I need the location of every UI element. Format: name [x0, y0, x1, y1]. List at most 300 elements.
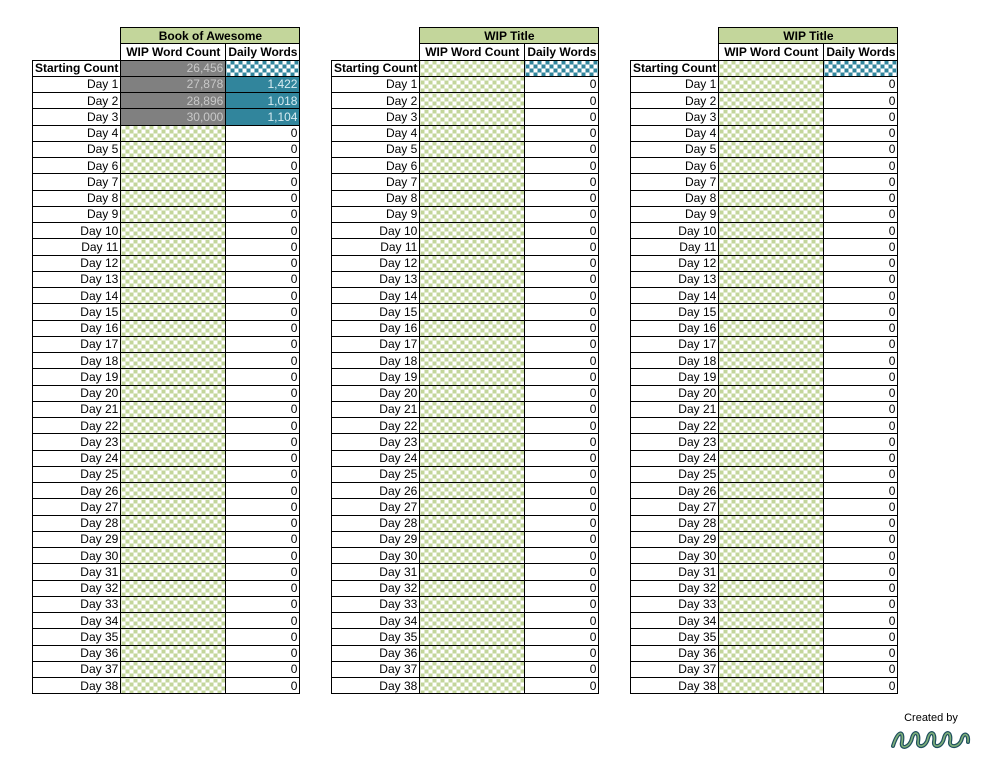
wip-word-count-cell[interactable] [420, 661, 525, 677]
wip-word-count-cell[interactable] [719, 678, 824, 694]
word-tracker-table [630, 27, 898, 694]
daily-words-cell: 0 [525, 564, 599, 580]
wip-word-count-cell[interactable] [719, 125, 824, 141]
wip-word-count-cell[interactable] [420, 190, 525, 206]
daily-words-cell: 0 [824, 320, 898, 336]
day-row [33, 223, 300, 239]
day-label: Day 33 [33, 596, 121, 612]
day-row [33, 141, 300, 157]
wip-word-count-cell[interactable] [121, 613, 226, 629]
day-label: Day 19 [33, 369, 121, 385]
wip-word-count-cell[interactable] [420, 304, 525, 320]
day-label: Day 16 [33, 320, 121, 336]
wip-word-count-cell[interactable]: 27,878 [121, 76, 226, 92]
wip-word-count-cell[interactable]: 30,000 [121, 109, 226, 125]
wip-word-count-cell[interactable] [719, 629, 824, 645]
wip-word-count-cell[interactable]: 28,896 [121, 93, 226, 109]
day-label: Day 31 [332, 564, 420, 580]
day-label: Day 37 [332, 661, 420, 677]
day-label: Day 10 [33, 223, 121, 239]
daily-words-cell: 0 [824, 288, 898, 304]
wip-word-count-cell[interactable] [719, 434, 824, 450]
day-label: Day 15 [631, 304, 719, 320]
day-row [33, 174, 300, 190]
day-row [33, 645, 300, 661]
daily-words-cell: 0 [525, 613, 599, 629]
wip-word-count-cell[interactable] [121, 466, 226, 482]
word-tracker-table [32, 27, 300, 694]
wip-word-count-cell[interactable] [420, 125, 525, 141]
day-label: Day 13 [631, 271, 719, 287]
wip-word-count-cell[interactable] [719, 369, 824, 385]
wip-word-count-cell[interactable] [121, 450, 226, 466]
header-row [332, 44, 599, 60]
wip-word-count-cell[interactable] [420, 271, 525, 287]
day-row [631, 499, 898, 515]
wip-word-count-cell[interactable] [121, 629, 226, 645]
wip-word-count-cell[interactable] [719, 661, 824, 677]
daily-words-cell: 0 [226, 223, 300, 239]
day-row [33, 564, 300, 580]
daily-words-cell: 0 [525, 645, 599, 661]
day-row [33, 304, 300, 320]
wip-word-count-cell[interactable] [719, 109, 824, 125]
daily-words-cell: 0 [226, 304, 300, 320]
day-label: Day 6 [631, 158, 719, 174]
day-label: Day 3 [631, 109, 719, 125]
daily-words-cell: 0 [525, 206, 599, 222]
wip-word-count-cell[interactable] [719, 141, 824, 157]
daily-words-cell: 0 [226, 239, 300, 255]
wip-word-count-cell[interactable] [121, 645, 226, 661]
daily-words-cell: 0 [824, 645, 898, 661]
daily-words-cell: 0 [824, 499, 898, 515]
wip-word-count-cell[interactable] [719, 548, 824, 564]
wip-word-count-cell[interactable] [420, 678, 525, 694]
daily-words-header: Daily Words [824, 44, 898, 60]
wip-word-count-cell[interactable] [420, 629, 525, 645]
day-row [332, 385, 599, 401]
wip-word-count-cell[interactable] [719, 483, 824, 499]
wip-word-count-cell[interactable] [719, 613, 824, 629]
day-row [332, 271, 599, 287]
wip-word-count-cell[interactable] [121, 564, 226, 580]
wip-word-count-cell[interactable] [719, 401, 824, 417]
day-label: Day 12 [631, 255, 719, 271]
starting-count-value[interactable] [420, 60, 525, 76]
wip-word-count-cell[interactable] [121, 499, 226, 515]
daily-words-cell: 0 [824, 190, 898, 206]
wip-word-count-cell[interactable] [121, 158, 226, 174]
day-row [33, 450, 300, 466]
day-row [631, 613, 898, 629]
day-label: Day 35 [33, 629, 121, 645]
day-row [631, 385, 898, 401]
daily-words-cell: 0 [824, 255, 898, 271]
day-row [332, 369, 599, 385]
wip-word-count-cell[interactable] [420, 401, 525, 417]
daily-words-cell: 0 [226, 613, 300, 629]
day-row [33, 401, 300, 417]
blank-cell [332, 44, 420, 60]
wip-word-count-cell[interactable] [121, 401, 226, 417]
wip-word-count-header: WIP Word Count [121, 44, 226, 60]
daily-words-cell: 0 [525, 93, 599, 109]
day-label: Day 34 [631, 613, 719, 629]
daily-words-header: Daily Words [226, 44, 300, 60]
day-row [631, 678, 898, 694]
wip-word-count-cell[interactable] [420, 613, 525, 629]
tracker-title: WIP Title [420, 28, 599, 44]
daily-words-cell: 0 [226, 580, 300, 596]
wip-word-count-cell[interactable] [121, 678, 226, 694]
starting-count-value[interactable] [719, 60, 824, 76]
wip-word-count-cell[interactable] [719, 174, 824, 190]
wip-word-count-cell[interactable] [719, 93, 824, 109]
starting-count-label: Starting Count [33, 60, 121, 76]
day-label: Day 18 [631, 353, 719, 369]
day-label: Day 15 [332, 304, 420, 320]
day-label: Day 7 [332, 174, 420, 190]
daily-words-cell: 0 [525, 76, 599, 92]
wip-word-count-cell[interactable] [121, 125, 226, 141]
day-row [631, 174, 898, 190]
wip-word-count-cell[interactable] [121, 580, 226, 596]
wip-word-count-cell[interactable] [121, 239, 226, 255]
wip-word-count-cell[interactable] [121, 385, 226, 401]
day-label: Day 34 [33, 613, 121, 629]
day-row [33, 288, 300, 304]
daily-words-cell: 0 [824, 548, 898, 564]
day-label: Day 9 [33, 206, 121, 222]
day-label: Day 27 [33, 499, 121, 515]
wip-word-count-cell[interactable] [420, 580, 525, 596]
day-row [33, 385, 300, 401]
header-row [33, 44, 300, 60]
daily-words-cell: 0 [824, 109, 898, 125]
wip-word-count-cell[interactable] [420, 596, 525, 612]
daily-words-cell: 0 [525, 369, 599, 385]
day-label: Day 36 [631, 645, 719, 661]
daily-words-cell: 0 [525, 174, 599, 190]
wip-word-count-cell[interactable] [121, 223, 226, 239]
wip-word-count-cell[interactable] [420, 564, 525, 580]
day-row [33, 466, 300, 482]
wip-word-count-cell[interactable] [420, 255, 525, 271]
day-row [332, 353, 599, 369]
wip-word-count-cell[interactable] [719, 353, 824, 369]
day-label: Day 1 [631, 76, 719, 92]
wip-word-count-cell[interactable] [121, 271, 226, 287]
wip-word-count-cell[interactable] [420, 158, 525, 174]
day-row [332, 531, 599, 547]
day-label: Day 26 [631, 483, 719, 499]
wip-word-count-cell[interactable] [121, 548, 226, 564]
wip-word-count-cell[interactable] [121, 661, 226, 677]
day-row [631, 580, 898, 596]
wip-word-count-cell[interactable] [420, 466, 525, 482]
day-label: Day 22 [33, 418, 121, 434]
day-label: Day 26 [332, 483, 420, 499]
starting-count-value[interactable]: 26,456 [121, 60, 226, 76]
wip-word-count-cell[interactable] [420, 93, 525, 109]
day-label: Day 31 [631, 564, 719, 580]
daily-words-cell: 0 [824, 434, 898, 450]
day-row [332, 548, 599, 564]
day-row [33, 109, 300, 125]
day-label: Day 35 [631, 629, 719, 645]
wip-word-count-cell[interactable] [719, 336, 824, 352]
wip-word-count-cell[interactable] [121, 483, 226, 499]
daily-words-cell: 0 [226, 483, 300, 499]
day-row [332, 678, 599, 694]
wip-word-count-cell[interactable] [420, 223, 525, 239]
day-row [332, 288, 599, 304]
daily-words-cell: 0 [525, 499, 599, 515]
day-row [332, 125, 599, 141]
day-label: Day 3 [33, 109, 121, 125]
day-label: Day 25 [33, 466, 121, 482]
wip-word-count-cell[interactable] [420, 288, 525, 304]
wip-word-count-cell[interactable] [420, 645, 525, 661]
daily-words-cell: 0 [226, 596, 300, 612]
wip-word-count-cell[interactable] [121, 353, 226, 369]
day-row [332, 401, 599, 417]
wip-word-count-cell[interactable] [420, 434, 525, 450]
wip-word-count-cell[interactable] [121, 418, 226, 434]
day-row [631, 158, 898, 174]
day-label: Day 29 [33, 531, 121, 547]
daily-words-cell: 0 [226, 255, 300, 271]
day-label: Day 14 [33, 288, 121, 304]
created-by-label: Created by [904, 712, 958, 724]
daily-words-cell: 0 [525, 125, 599, 141]
wip-word-count-cell[interactable] [719, 304, 824, 320]
day-label: Day 23 [332, 434, 420, 450]
day-label: Day 38 [332, 678, 420, 694]
wip-word-count-cell[interactable] [121, 288, 226, 304]
daily-words-cell: 0 [525, 141, 599, 157]
wip-word-count-cell[interactable] [121, 320, 226, 336]
daily-words-cell: 0 [525, 353, 599, 369]
wip-word-count-cell[interactable] [121, 304, 226, 320]
wip-word-count-cell[interactable] [121, 434, 226, 450]
day-row [332, 515, 599, 531]
wip-word-count-cell[interactable] [719, 418, 824, 434]
daily-words-cell: 0 [226, 190, 300, 206]
wip-word-count-cell[interactable] [420, 206, 525, 222]
day-label: Day 6 [33, 158, 121, 174]
wip-word-count-cell[interactable] [719, 450, 824, 466]
blank-cell [631, 44, 719, 60]
day-label: Day 38 [33, 678, 121, 694]
day-row [332, 320, 599, 336]
daily-words-cell: 0 [824, 353, 898, 369]
wip-word-count-cell[interactable] [420, 109, 525, 125]
day-row [332, 418, 599, 434]
day-label: Day 32 [332, 580, 420, 596]
wip-word-count-cell[interactable] [420, 450, 525, 466]
day-row [631, 548, 898, 564]
day-label: Day 2 [631, 93, 719, 109]
daily-words-cell: 0 [226, 418, 300, 434]
wip-word-count-cell[interactable] [719, 499, 824, 515]
wip-word-count-cell[interactable] [420, 483, 525, 499]
day-row [332, 434, 599, 450]
daily-words-cell: 0 [525, 483, 599, 499]
wip-word-count-cell[interactable] [719, 190, 824, 206]
daily-words-blank [226, 60, 300, 76]
word-tracker-table [331, 27, 599, 694]
daily-words-cell: 0 [525, 255, 599, 271]
wip-word-count-cell[interactable] [719, 158, 824, 174]
wip-word-count-cell[interactable] [121, 255, 226, 271]
wip-word-count-cell[interactable] [719, 206, 824, 222]
day-label: Day 14 [332, 288, 420, 304]
wip-word-count-cell[interactable] [420, 418, 525, 434]
day-row [631, 369, 898, 385]
wip-word-count-cell[interactable] [420, 499, 525, 515]
day-row [631, 353, 898, 369]
wip-word-count-cell[interactable] [121, 336, 226, 352]
wip-word-count-cell[interactable] [420, 369, 525, 385]
daily-words-cell: 0 [226, 158, 300, 174]
daily-words-cell: 0 [226, 288, 300, 304]
wip-word-count-cell[interactable] [719, 580, 824, 596]
day-row [332, 613, 599, 629]
day-label: Day 33 [631, 596, 719, 612]
wip-word-count-cell[interactable] [121, 174, 226, 190]
daily-words-blank [824, 60, 898, 76]
wip-word-count-cell[interactable] [420, 548, 525, 564]
signature-logo-icon [890, 726, 972, 752]
daily-words-cell: 0 [226, 434, 300, 450]
starting-count-row [332, 60, 599, 76]
daily-words-cell: 0 [824, 369, 898, 385]
day-row [631, 93, 898, 109]
wip-word-count-cell[interactable] [719, 255, 824, 271]
wip-word-count-cell[interactable] [121, 596, 226, 612]
daily-words-cell: 0 [226, 353, 300, 369]
day-row [631, 564, 898, 580]
day-label: Day 30 [33, 548, 121, 564]
daily-words-cell: 1,104 [226, 109, 300, 125]
day-label: Day 36 [33, 645, 121, 661]
wip-word-count-cell[interactable] [719, 596, 824, 612]
day-row [631, 255, 898, 271]
day-label: Day 18 [33, 353, 121, 369]
wip-word-count-cell[interactable] [420, 531, 525, 547]
daily-words-cell: 0 [226, 661, 300, 677]
daily-words-cell: 0 [824, 450, 898, 466]
daily-words-cell: 0 [525, 548, 599, 564]
day-label: Day 27 [332, 499, 420, 515]
day-row [33, 678, 300, 694]
daily-words-cell: 0 [824, 418, 898, 434]
wip-word-count-cell[interactable] [719, 76, 824, 92]
day-row [332, 304, 599, 320]
wip-word-count-cell[interactable] [719, 288, 824, 304]
wip-word-count-cell[interactable] [121, 141, 226, 157]
wip-word-count-cell[interactable] [719, 385, 824, 401]
wip-word-count-cell[interactable] [121, 515, 226, 531]
day-label: Day 14 [631, 288, 719, 304]
daily-words-cell: 0 [525, 288, 599, 304]
day-row [332, 580, 599, 596]
wip-word-count-cell[interactable] [719, 564, 824, 580]
wip-word-count-cell[interactable] [719, 645, 824, 661]
daily-words-cell: 0 [525, 531, 599, 547]
day-row [33, 255, 300, 271]
wip-word-count-cell[interactable] [420, 515, 525, 531]
daily-words-cell: 0 [824, 93, 898, 109]
day-row [33, 93, 300, 109]
wip-word-count-cell[interactable] [719, 239, 824, 255]
day-row [33, 125, 300, 141]
day-row [631, 434, 898, 450]
wip-word-count-cell[interactable] [420, 76, 525, 92]
wip-word-count-cell[interactable] [719, 271, 824, 287]
day-label: Day 19 [332, 369, 420, 385]
creator-logo [888, 712, 974, 754]
wip-word-count-cell[interactable] [121, 190, 226, 206]
wip-word-count-cell[interactable] [121, 206, 226, 222]
day-label: Day 19 [631, 369, 719, 385]
day-label: Day 11 [631, 239, 719, 255]
day-row [631, 109, 898, 125]
wip-word-count-cell[interactable] [420, 385, 525, 401]
wip-word-count-cell[interactable] [420, 353, 525, 369]
day-label: Day 2 [332, 93, 420, 109]
daily-words-cell: 0 [226, 174, 300, 190]
wip-word-count-cell[interactable] [719, 223, 824, 239]
day-label: Day 37 [33, 661, 121, 677]
wip-word-count-cell[interactable] [420, 174, 525, 190]
day-row [631, 661, 898, 677]
wip-word-count-cell[interactable] [420, 320, 525, 336]
wip-word-count-cell[interactable] [420, 239, 525, 255]
day-label: Day 25 [631, 466, 719, 482]
day-label: Day 16 [332, 320, 420, 336]
wip-word-count-cell[interactable] [420, 141, 525, 157]
day-row [332, 450, 599, 466]
day-label: Day 21 [631, 401, 719, 417]
day-label: Day 10 [332, 223, 420, 239]
wip-word-count-cell[interactable] [719, 531, 824, 547]
wip-word-count-cell[interactable] [719, 466, 824, 482]
day-label: Day 29 [631, 531, 719, 547]
day-row [631, 190, 898, 206]
wip-word-count-cell[interactable] [121, 531, 226, 547]
daily-words-cell: 0 [525, 515, 599, 531]
wip-word-count-cell[interactable] [719, 320, 824, 336]
daily-words-cell: 0 [824, 401, 898, 417]
wip-word-count-cell[interactable] [121, 369, 226, 385]
wip-word-count-cell[interactable] [719, 515, 824, 531]
wip-word-count-cell[interactable] [420, 336, 525, 352]
day-row [631, 418, 898, 434]
tracker-title: WIP Title [719, 28, 898, 44]
daily-words-cell: 0 [525, 661, 599, 677]
day-row [631, 271, 898, 287]
day-label: Day 8 [33, 190, 121, 206]
day-label: Day 30 [332, 548, 420, 564]
daily-words-cell: 1,422 [226, 76, 300, 92]
day-row [332, 596, 599, 612]
tracker-title: Book of Awesome [121, 28, 300, 44]
day-label: Day 13 [33, 271, 121, 287]
day-label: Day 31 [33, 564, 121, 580]
